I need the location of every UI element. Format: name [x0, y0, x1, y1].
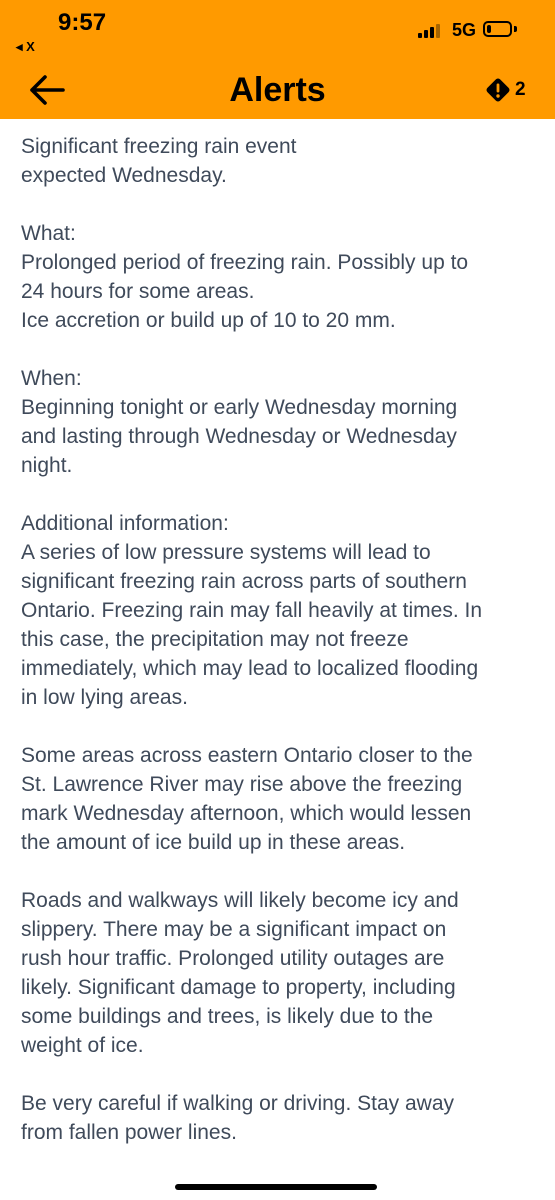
- alert-paragraph: Roads and walkways will likely become icy and slippery. There may be a significant impact on rush hour traffic. Prolonged utility outages are likely. Significant damage to property, including some buildings and trees, is likely due to the weight of ice.: [21, 889, 459, 1057]
- signal-bar: [424, 30, 428, 38]
- warning-diamond-icon: [484, 76, 512, 104]
- alert-count-button[interactable]: [484, 76, 544, 104]
- alert-paragraph: What: Prolonged period of freezing rain. Possibly up to 24 hours for some areas. Ice accretion or build up of 10 to 20 mm.: [21, 222, 469, 332]
- alert-paragraph: Some areas across eastern Ontario closer to the St. Lawrence River may rise above the freezing mark Wednesday afternoon, which would lessen the amount of ice build up in these areas.: [21, 744, 473, 854]
- network-type: 5G: [452, 20, 477, 40]
- alert-paragraph: Significant freezing rain event expected Wednesday.: [21, 135, 297, 187]
- signal-bar: [418, 33, 422, 38]
- signal-strength-icon: [418, 22, 446, 38]
- battery-icon: [483, 21, 512, 37]
- status-time: 9:57: [58, 9, 107, 36]
- battery-level-fill: [487, 25, 491, 33]
- home-indicator[interactable]: [175, 1184, 377, 1190]
- signal-bar: [430, 27, 434, 38]
- alert-paragraph: Additional information: A series of low pressure systems will lead to significant freezing rain across parts of southern Ontario. Freezing rain may fall heavily at times. In this case, the precipitation may not freeze immediately, which may lead to localized flooding in low lying areas.: [21, 512, 483, 709]
- app-header: [0, 0, 555, 119]
- signal-bar: [436, 24, 440, 38]
- alert-paragraph: Be very careful if walking or driving. Stay away from fallen power lines.: [21, 1092, 455, 1144]
- back-to-app-link[interactable]: ◂ X: [16, 39, 35, 54]
- alert-count-badge: 2: [515, 79, 526, 100]
- battery-cap: [514, 26, 517, 32]
- alert-paragraph: When: Beginning tonight or early Wednesday morning and lasting through Wednesday or Wednesday night.: [21, 367, 458, 477]
- page-title: Alerts: [229, 71, 326, 109]
- alert-details: [21, 132, 543, 1176]
